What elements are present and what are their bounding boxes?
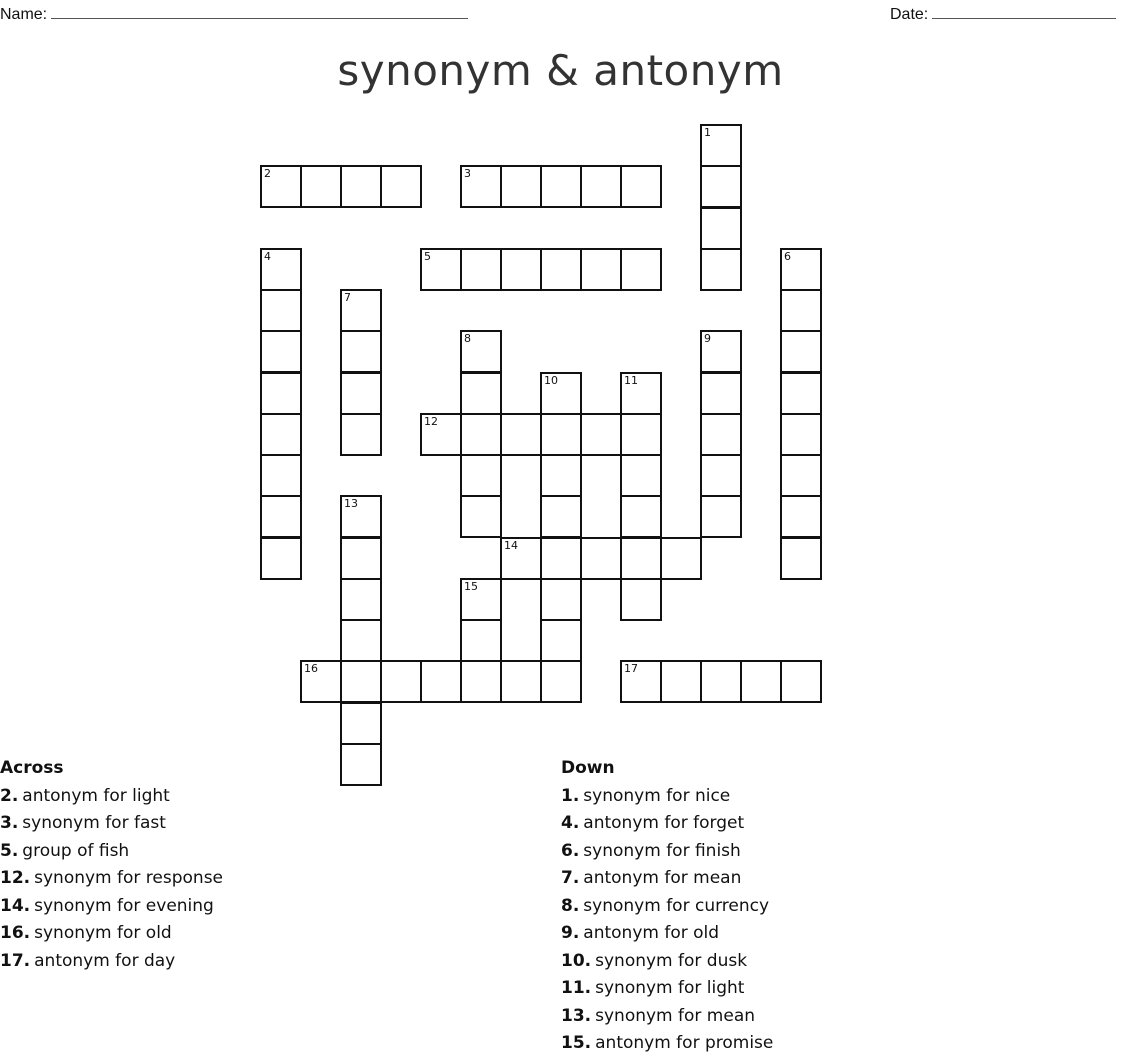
clue-across: 5. group of fish bbox=[0, 840, 130, 861]
crossword-cell[interactable] bbox=[500, 660, 542, 703]
crossword-cell[interactable] bbox=[540, 372, 582, 415]
crossword-cell[interactable] bbox=[420, 413, 462, 456]
date-label: Date: bbox=[890, 6, 929, 23]
crossword-cell[interactable] bbox=[460, 165, 502, 208]
clue-across: 14. synonym for evening bbox=[0, 895, 214, 916]
clue-across: 12. synonym for response bbox=[0, 868, 224, 888]
crossword-cell[interactable] bbox=[540, 248, 582, 291]
crossword-cell[interactable] bbox=[660, 537, 702, 580]
crossword-cell[interactable] bbox=[700, 372, 742, 415]
crossword-cell[interactable] bbox=[300, 660, 342, 703]
clue-number: 14 bbox=[504, 539, 518, 552]
clue-across: 16. synonym for old bbox=[0, 923, 172, 943]
across-heading: Across bbox=[0, 758, 64, 778]
crossword-cell[interactable] bbox=[340, 372, 382, 415]
clue-down: 11. synonym for light bbox=[561, 978, 745, 998]
clue-number: 9 bbox=[704, 332, 711, 345]
clue-down: 15. antonym for promise bbox=[561, 1033, 774, 1053]
crossword-cell[interactable] bbox=[780, 413, 822, 456]
crossword-cell[interactable] bbox=[460, 619, 502, 662]
crossword-cell[interactable] bbox=[540, 660, 582, 703]
crossword-cell[interactable] bbox=[580, 413, 622, 456]
crossword-cell[interactable] bbox=[260, 330, 302, 373]
crossword-cell[interactable] bbox=[700, 207, 742, 250]
clue-number: 2 bbox=[264, 167, 271, 180]
down-clues bbox=[561, 756, 773, 1059]
crossword-cell[interactable] bbox=[620, 454, 662, 497]
crossword-cell[interactable] bbox=[460, 495, 502, 538]
clue-number: 11 bbox=[624, 374, 638, 387]
crossword-cell[interactable] bbox=[580, 248, 622, 291]
clue-number: 8 bbox=[464, 332, 471, 345]
clue-down: 7. antonym for mean bbox=[561, 868, 742, 888]
crossword-cell[interactable] bbox=[620, 413, 662, 456]
crossword-cell[interactable] bbox=[540, 619, 582, 662]
crossword-cell[interactable] bbox=[700, 248, 742, 291]
clue-down: 4. antonym for forget bbox=[561, 813, 745, 833]
crossword-cell[interactable] bbox=[780, 660, 822, 703]
crossword-cell[interactable] bbox=[460, 578, 502, 621]
crossword-cell[interactable] bbox=[340, 330, 382, 373]
crossword-cell[interactable] bbox=[260, 248, 302, 291]
crossword-cell[interactable] bbox=[340, 165, 382, 208]
clue-number: 12 bbox=[424, 415, 438, 428]
crossword-cell[interactable] bbox=[340, 660, 382, 703]
crossword-cell[interactable] bbox=[260, 454, 302, 497]
crossword-cell[interactable] bbox=[260, 372, 302, 415]
clue-number: 16 bbox=[304, 662, 318, 675]
crossword-cell[interactable] bbox=[580, 537, 622, 580]
crossword-cell[interactable] bbox=[780, 537, 822, 580]
crossword-cell[interactable] bbox=[780, 248, 822, 291]
crossword-cell[interactable] bbox=[340, 413, 382, 456]
crossword-cell[interactable] bbox=[500, 413, 542, 456]
crossword-cell[interactable] bbox=[260, 165, 302, 208]
crossword-cell[interactable] bbox=[380, 660, 422, 703]
clue-number: 10 bbox=[544, 374, 558, 387]
clue-across: 3. synonym for fast bbox=[0, 813, 166, 833]
crossword-cell[interactable] bbox=[460, 454, 502, 497]
crossword-cell[interactable] bbox=[340, 495, 382, 538]
crossword-cell[interactable] bbox=[340, 743, 382, 786]
crossword-cell[interactable] bbox=[540, 578, 582, 621]
crossword-cell[interactable] bbox=[420, 660, 462, 703]
crossword-cell[interactable] bbox=[500, 248, 542, 291]
crossword-cell[interactable] bbox=[780, 495, 822, 538]
crossword-cell[interactable] bbox=[340, 578, 382, 621]
crossword-cell[interactable] bbox=[620, 165, 662, 208]
crossword-cell[interactable] bbox=[500, 537, 542, 580]
crossword-cell[interactable] bbox=[460, 413, 502, 456]
clue-number: 13 bbox=[344, 497, 358, 510]
crossword-cell[interactable] bbox=[340, 702, 382, 745]
crossword-cell[interactable] bbox=[700, 165, 742, 208]
crossword-cell[interactable] bbox=[780, 330, 822, 373]
crossword-cell[interactable] bbox=[700, 495, 742, 538]
crossword-cell[interactable] bbox=[260, 537, 302, 580]
clue-number: 15 bbox=[464, 580, 478, 593]
crossword-cell[interactable] bbox=[700, 454, 742, 497]
clue-number: 1 bbox=[704, 126, 711, 139]
crossword-cell[interactable] bbox=[460, 248, 502, 291]
crossword-cell[interactable] bbox=[260, 413, 302, 456]
clue-down: 1. synonym for nice bbox=[561, 785, 731, 806]
crossword-cell[interactable] bbox=[540, 165, 582, 208]
crossword-cell[interactable] bbox=[620, 372, 662, 415]
crossword-cell[interactable] bbox=[620, 495, 662, 538]
clue-across: 17. antonym for day bbox=[0, 950, 176, 971]
clue-number: 6 bbox=[784, 250, 791, 263]
crossword-cell[interactable] bbox=[620, 248, 662, 291]
crossword-cell[interactable] bbox=[660, 660, 702, 703]
crossword-cell[interactable] bbox=[780, 454, 822, 497]
crossword-cell[interactable] bbox=[780, 372, 822, 415]
clue-number: 5 bbox=[424, 250, 431, 263]
clue-down: 13. synonym for mean bbox=[561, 1005, 756, 1026]
crossword-cell[interactable] bbox=[500, 165, 542, 208]
crossword-cell[interactable] bbox=[700, 660, 742, 703]
clue-down: 10. synonym for dusk bbox=[561, 950, 748, 971]
crossword-cell[interactable] bbox=[420, 248, 462, 291]
clue-across: 2. antonym for light bbox=[0, 785, 170, 806]
crossword-cell[interactable] bbox=[460, 372, 502, 415]
clue-number: 17 bbox=[624, 662, 638, 675]
crossword-cell[interactable] bbox=[540, 413, 582, 456]
crossword-cell[interactable] bbox=[580, 165, 622, 208]
crossword-cell[interactable] bbox=[700, 413, 742, 456]
crossword-cell[interactable] bbox=[620, 537, 662, 580]
crossword-cell[interactable] bbox=[260, 289, 302, 332]
crossword-cell[interactable] bbox=[700, 124, 742, 167]
across-clues bbox=[0, 756, 223, 976]
clue-number: 3 bbox=[464, 167, 471, 180]
clue-down: 9. antonym for old bbox=[561, 923, 720, 943]
crossword-cell[interactable] bbox=[340, 619, 382, 662]
crossword-cell[interactable] bbox=[620, 578, 662, 621]
down-heading: Down bbox=[561, 758, 615, 778]
crossword-cell[interactable] bbox=[540, 537, 582, 580]
page-title: synonym & antonym bbox=[337, 46, 784, 95]
crossword-cell[interactable] bbox=[460, 660, 502, 703]
clue-number: 7 bbox=[344, 291, 351, 304]
crossword-cell[interactable] bbox=[700, 330, 742, 373]
crossword-cell[interactable] bbox=[260, 495, 302, 538]
name-label: Name: bbox=[0, 6, 48, 23]
clue-down: 8. synonym for currency bbox=[561, 895, 770, 916]
crossword-cell[interactable] bbox=[340, 537, 382, 580]
clue-number: 4 bbox=[264, 250, 271, 263]
crossword-cell[interactable] bbox=[380, 165, 422, 208]
crossword-cell[interactable] bbox=[740, 660, 782, 703]
crossword-cell[interactable] bbox=[460, 330, 502, 373]
crossword-cell[interactable] bbox=[780, 289, 822, 332]
clue-down: 6. synonym for finish bbox=[561, 840, 741, 861]
crossword-cell[interactable] bbox=[620, 660, 662, 703]
crossword-cell[interactable] bbox=[300, 165, 342, 208]
crossword-cell[interactable] bbox=[540, 495, 582, 538]
crossword-cell[interactable] bbox=[340, 289, 382, 332]
crossword-cell[interactable] bbox=[540, 454, 582, 497]
